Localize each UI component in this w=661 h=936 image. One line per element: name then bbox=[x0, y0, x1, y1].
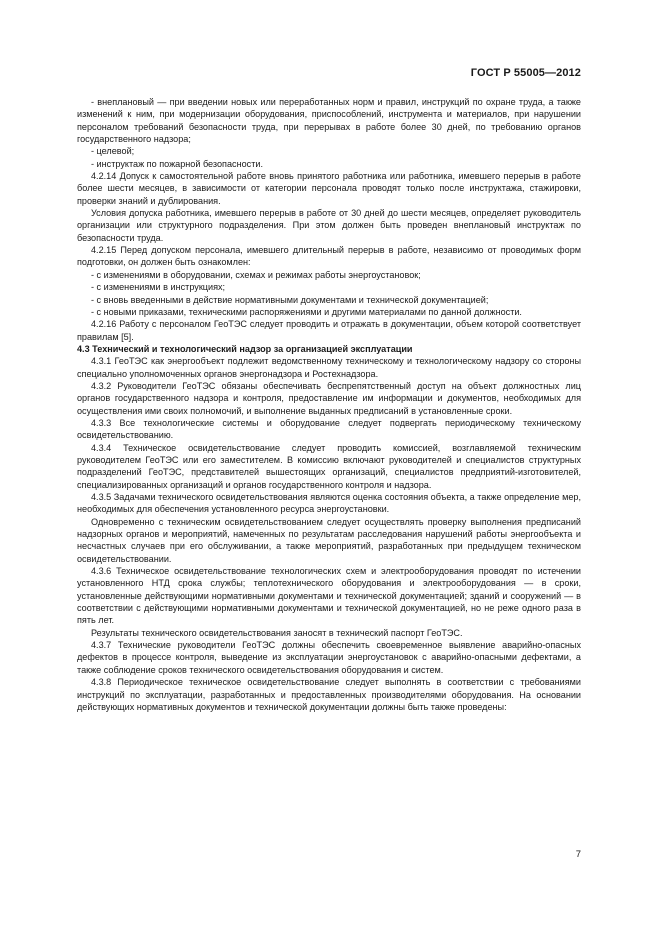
page-number: 7 bbox=[575, 849, 581, 860]
section-heading: 4.3 Технический и технологический надзор за организацией эксплуатации bbox=[77, 343, 413, 354]
standard-header: ГОСТ Р 55005—2012 bbox=[470, 67, 581, 79]
paragraph: - целевой; bbox=[91, 146, 135, 157]
paragraph: Условия допуска работника, имевшего перерыв в работе от 30 дней до шести месяцев, определяет руководитель организации или структурного подразделения. При этом должен быть проведен внеплановый инструктаж по безопасности труда. bbox=[77, 208, 581, 243]
paragraph: 4.3.2 Руководители ГеоТЭС обязаны обеспечивать беспрепятственный доступ на объект должностных лиц органов государственного надзора и контроля, предоставление им информации и документов, необходимых для осуществления ими своих полномочий, и выполнение выданных предписаний в установленные сроки. bbox=[77, 380, 581, 416]
paragraph: 4.2.16 Работу с персоналом ГеоТЭС следует проводить и отражать в документации, объем которой соответствует правилам [5]. bbox=[77, 319, 581, 342]
paragraph: 4.3.7 Технические руководители ГеоТЭС должны обеспечить своевременное выявление аварийно-опасных дефектов в процессе контроля, выведение из эксплуатации энергоустановок с аварийно-опасными дефектами, а также соблюдение сроков технического освидетельствования оборудования и систем. bbox=[77, 640, 581, 675]
paragraph: 4.2.14 Допуск к самостоятельной работе вновь принятого работника или работника, имевшего перерыв в работе более шести месяцев, в зависимости от категории персонала проводят только после инструктажа, стажировки, проверки знаний и дублирования. bbox=[77, 171, 581, 206]
paragraph: 4.3.8 Периодическое техническое освидетельствование следует выполнять в соответствии с требованиями инструкций по эксплуатации, разработанных и предоставленных производителями оборудования. На основании действующих нормативных документов и технической документации должны быть также проведены: bbox=[77, 677, 581, 712]
paragraph: - инструктаж по пожарной безопасности. bbox=[91, 158, 263, 169]
paragraph: 4.2.15 Перед допуском персонала, имевшего длительный перерыв в работе, независимо от проводимых форм подготовки, он должен быть ознакомлен: bbox=[77, 245, 581, 268]
paragraph: Результаты технического освидетельствования заносят в технический паспорт ГеоТЭС. bbox=[91, 627, 463, 638]
paragraph: - с новыми приказами, техническими распоряжениями и другими материалами по данной должности. bbox=[91, 306, 522, 317]
paragraph: - с изменениями в инструкциях; bbox=[91, 282, 226, 293]
paragraph: - с вновь введенными в действие нормативными документами и технической документацией; bbox=[91, 294, 489, 305]
paragraph: 4.3.5 Задачами технического освидетельствования являются оценка состояния объекта, а также определение мер, необходимых для обеспечения установленного ресурса энергоустановки. bbox=[77, 492, 581, 515]
document-body bbox=[77, 96, 581, 713]
paragraph: 4.3.4 Техническое освидетельствование следует проводить комиссией, возглавляемой техническим руководителем ГеоТЭС или его заместителем. В комиссию включают руководителей и специалистов структурных подразделений ГеоТЭС, представителей вышестоящих организаций, специалистов предприятий-изготовителей, специализированных организаций и органов государственного контроля и надзора. bbox=[77, 442, 581, 490]
paragraph: 4.3.1 ГеоТЭС как энергообъект подлежит ведомственному техническому и технологическому надзору со стороны специально уполномоченных органов энергонадзора и Ростехнадзора. bbox=[77, 356, 581, 379]
paragraph: Одновременно с техническим освидетельствованием следует осуществлять проверку выполнения предписаний надзорных органов и мероприятий, намеченных по результатам расследования нарушений работы энергообъекта и несчастных случаев при его обслуживании, а также мероприятий, разработанных при предыдущем техническом освидетельствовании. bbox=[77, 516, 581, 564]
paragraph: - внеплановый — при введении новых или переработанных норм и правил, инструкций по охране труда, а также изменений к ним, при модернизации оборудования, приспособлений, инструмента и материалов, при нарушении персоналом требований безопасности труда, при перерывах в работе более 30 дней, по требованию органов государственного надзора; bbox=[77, 97, 581, 145]
paragraph: 4.3.6 Техническое освидетельствование технологических схем и электрооборудования проводят по истечении установленного НТД срока службы; теплотехнического оборудования и электрооборудования — в сроки, установленные действующими нормативными документами и технической документацией; зданий и сооружений — в соответствии с действующими нормативными документами и технической документацией, но не реже одного раза в пять лет. bbox=[77, 566, 581, 626]
paragraph: - с изменениями в оборудовании, схемах и режимах работы энергоустановок; bbox=[91, 269, 421, 280]
paragraph: 4.3.3 Все технологические системы и оборудование следует подвергать периодическому техническому освидетельствованию. bbox=[77, 417, 581, 441]
